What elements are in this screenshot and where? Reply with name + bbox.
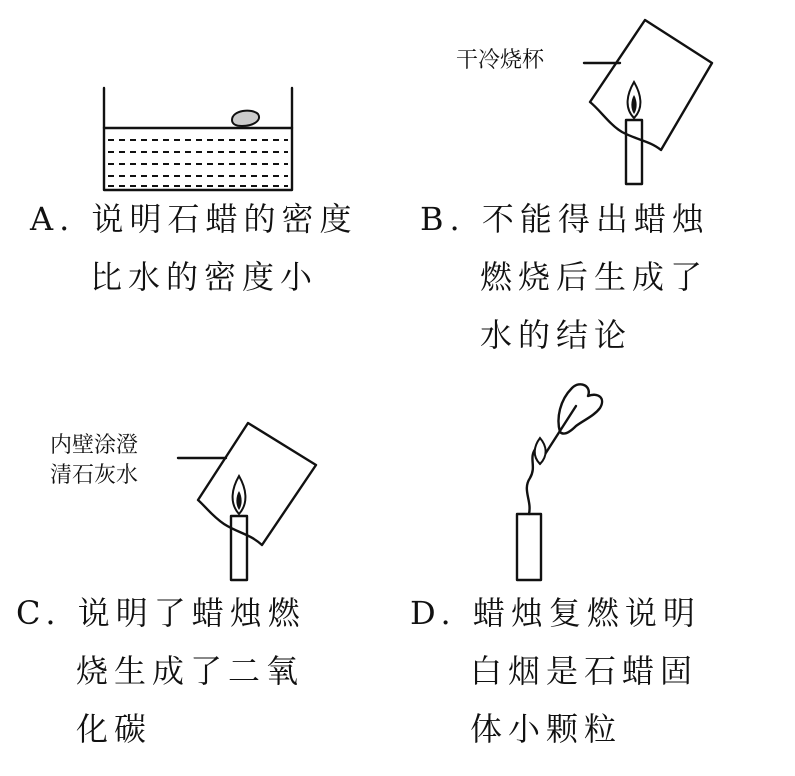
option-c-line2: 烧生成了二氧 <box>76 652 305 690</box>
beaker-b-label: 干冷烧杯 <box>456 48 545 73</box>
beaker-c-label-line2: 清石灰水 <box>50 463 139 488</box>
option-a <box>30 190 357 306</box>
option-d-line1: D. 蜡烛复燃说明 <box>410 594 701 632</box>
inverted-beaker-c <box>198 423 316 545</box>
option-b-line1: B. 不能得出蜡烛 <box>420 200 710 238</box>
inverted-beaker-b <box>590 20 712 150</box>
option-b-line2: 燃烧后生成了 <box>480 258 709 296</box>
dry-beaker-figure <box>584 20 712 184</box>
relight-candle-figure <box>517 384 602 580</box>
beaker-c-label-line1: 内壁涂澄 <box>50 433 139 458</box>
match-flame <box>535 438 546 464</box>
white-smoke <box>527 448 536 514</box>
option-d-line3: 体小颗粒 <box>470 710 623 748</box>
option-c-line1: C. 说明了蜡烛燃 <box>16 594 306 632</box>
option-b <box>420 190 710 364</box>
option-a-line1: A. 说明石蜡的密度 <box>30 200 358 238</box>
water-basin-figure <box>104 88 292 190</box>
option-c-line3: 化碳 <box>76 710 153 748</box>
candle-d <box>517 514 541 580</box>
option-b-line3: 水的结论 <box>480 316 633 354</box>
paraffin-piece <box>232 111 259 126</box>
option-c <box>16 584 306 758</box>
option-a-line2: 比水的密度小 <box>90 258 319 296</box>
water-hatching <box>108 140 288 186</box>
limewater-beaker-figure <box>178 423 316 580</box>
candle-c <box>231 516 247 580</box>
candle-b <box>626 120 642 184</box>
hand <box>559 384 603 433</box>
option-d-line2: 白烟是石蜡固 <box>470 652 699 690</box>
option-d <box>410 584 701 758</box>
